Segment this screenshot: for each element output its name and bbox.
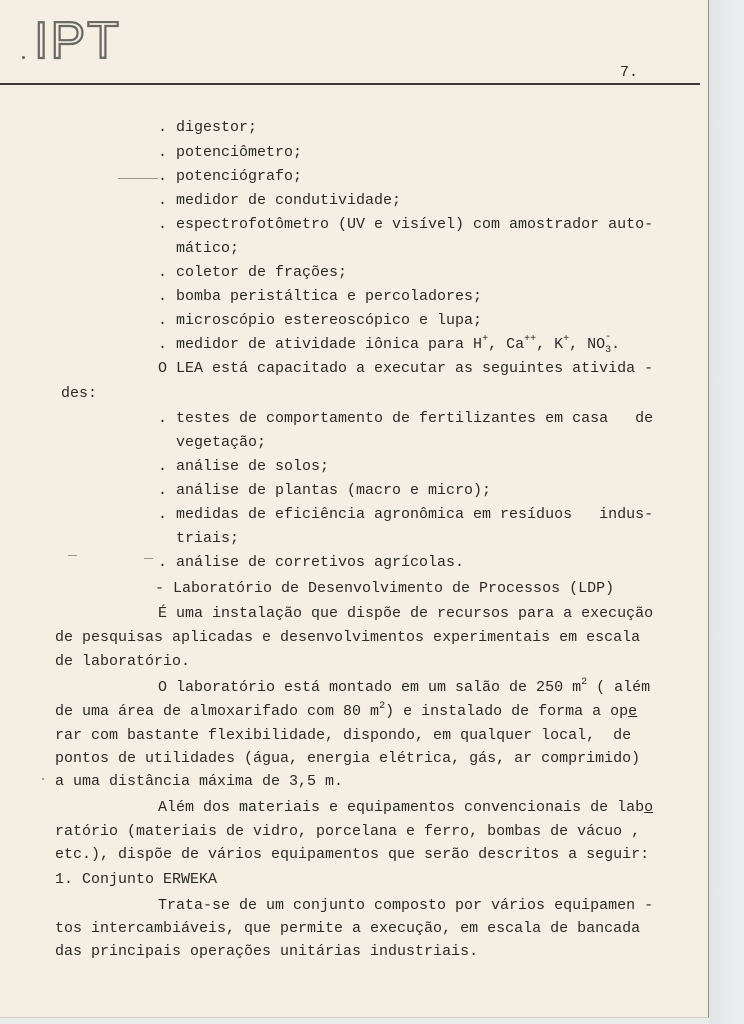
paragraph-line: tos intercambiáveis, que permite a execução, em escala de bancada [55,920,641,937]
header-rule [0,83,700,85]
paragraph-line: de uma área de almoxarifado com 80 $m^2$) e instalado de forma a ope [55,701,638,720]
lea-intro-line: O LEA está capacitado a executar as seguintes ativida - [158,360,654,377]
section-heading-erweka: 1. Conjunto ERWEKA [55,871,218,888]
paragraph-line: O laboratório está montado em um salão de 250 $m^2$ ( além [158,677,651,696]
equipment-item: . microscópio estereoscópico e lupa; [158,312,483,329]
paragraph-line: É uma instalação que dispõe de recursos para a execução [158,605,654,622]
margin-mark [68,555,77,556]
activity-item: triais; [158,530,240,547]
margin-mark [144,558,153,559]
paragraph-line: pontos de utilidades (água, energia elétrica, gás, ar comprimido) [55,750,641,767]
equipment-item: . potenciógrafo; [158,168,303,185]
lea-intro-line: des: [61,385,98,402]
ion-item-text: . medidor de atividade iônica para H [158,336,483,353]
equipment-item: . potenciômetro; [158,144,303,161]
margin-mark [118,178,158,179]
paragraph-line: ratório (materiais de vidro, porcelana e ferro, bombas de vácuo , [55,823,641,840]
paragraph-line: de laboratório. [55,653,191,670]
scanner-edge [709,0,744,1024]
paragraph-line: etc.), dispõe de vários equipamentos que serão descritos a seguir: [55,846,650,863]
paragraph-line: Trata-se de um conjunto composto por vários equipamen - [158,897,654,914]
paragraph-line: das principais operações unitárias industriais. [55,943,479,960]
equipment-item: . espectrofotômetro (UV e visível) com amostrador auto- [158,216,654,233]
equipment-item-ions: . medidor de atividade iônica para H+, Ca++, K+, $NO_3$ - . [158,332,621,356]
equipment-item: . digestor; [158,119,258,136]
equipment-item: . bomba peristáltica e percoladores; [158,288,483,305]
activity-item: . análise de corretivos agrícolas. [158,554,465,571]
activity-item: . medidas de eficiência agronômica em resíduos indus- [158,506,654,523]
paragraph-line: Além dos materiais e equipamentos convencionais de labo [158,799,654,816]
activity-item: . testes de comportamento de fertilizantes em casa de [158,410,654,427]
equipment-item: . medidor de condutividade; [158,192,402,209]
section-heading-ldp: - Laboratório de Desenvolvimento de Processos (LDP) [155,580,615,597]
page-number: 7. [620,64,639,81]
equipment-item: . coletor de frações; [158,264,348,281]
activity-item: . análise de solos; [158,458,330,475]
equipment-item: mático; [158,240,240,257]
activity-item: . análise de plantas (macro e micro); [158,482,492,499]
ipt-logo: IPT [34,12,121,70]
paragraph-line: de pesquisas aplicadas e desenvolvimentos experimentais em escala [55,629,641,646]
paragraph-line: rar com bastante flexibilidade, dispondo, em qualquer local, de [55,727,632,744]
activity-item: vegetação; [158,434,267,451]
paragraph-line: a uma distância máxima de 3,5 m. [55,773,344,790]
margin-mark [42,778,44,780]
margin-mark [22,56,25,59]
